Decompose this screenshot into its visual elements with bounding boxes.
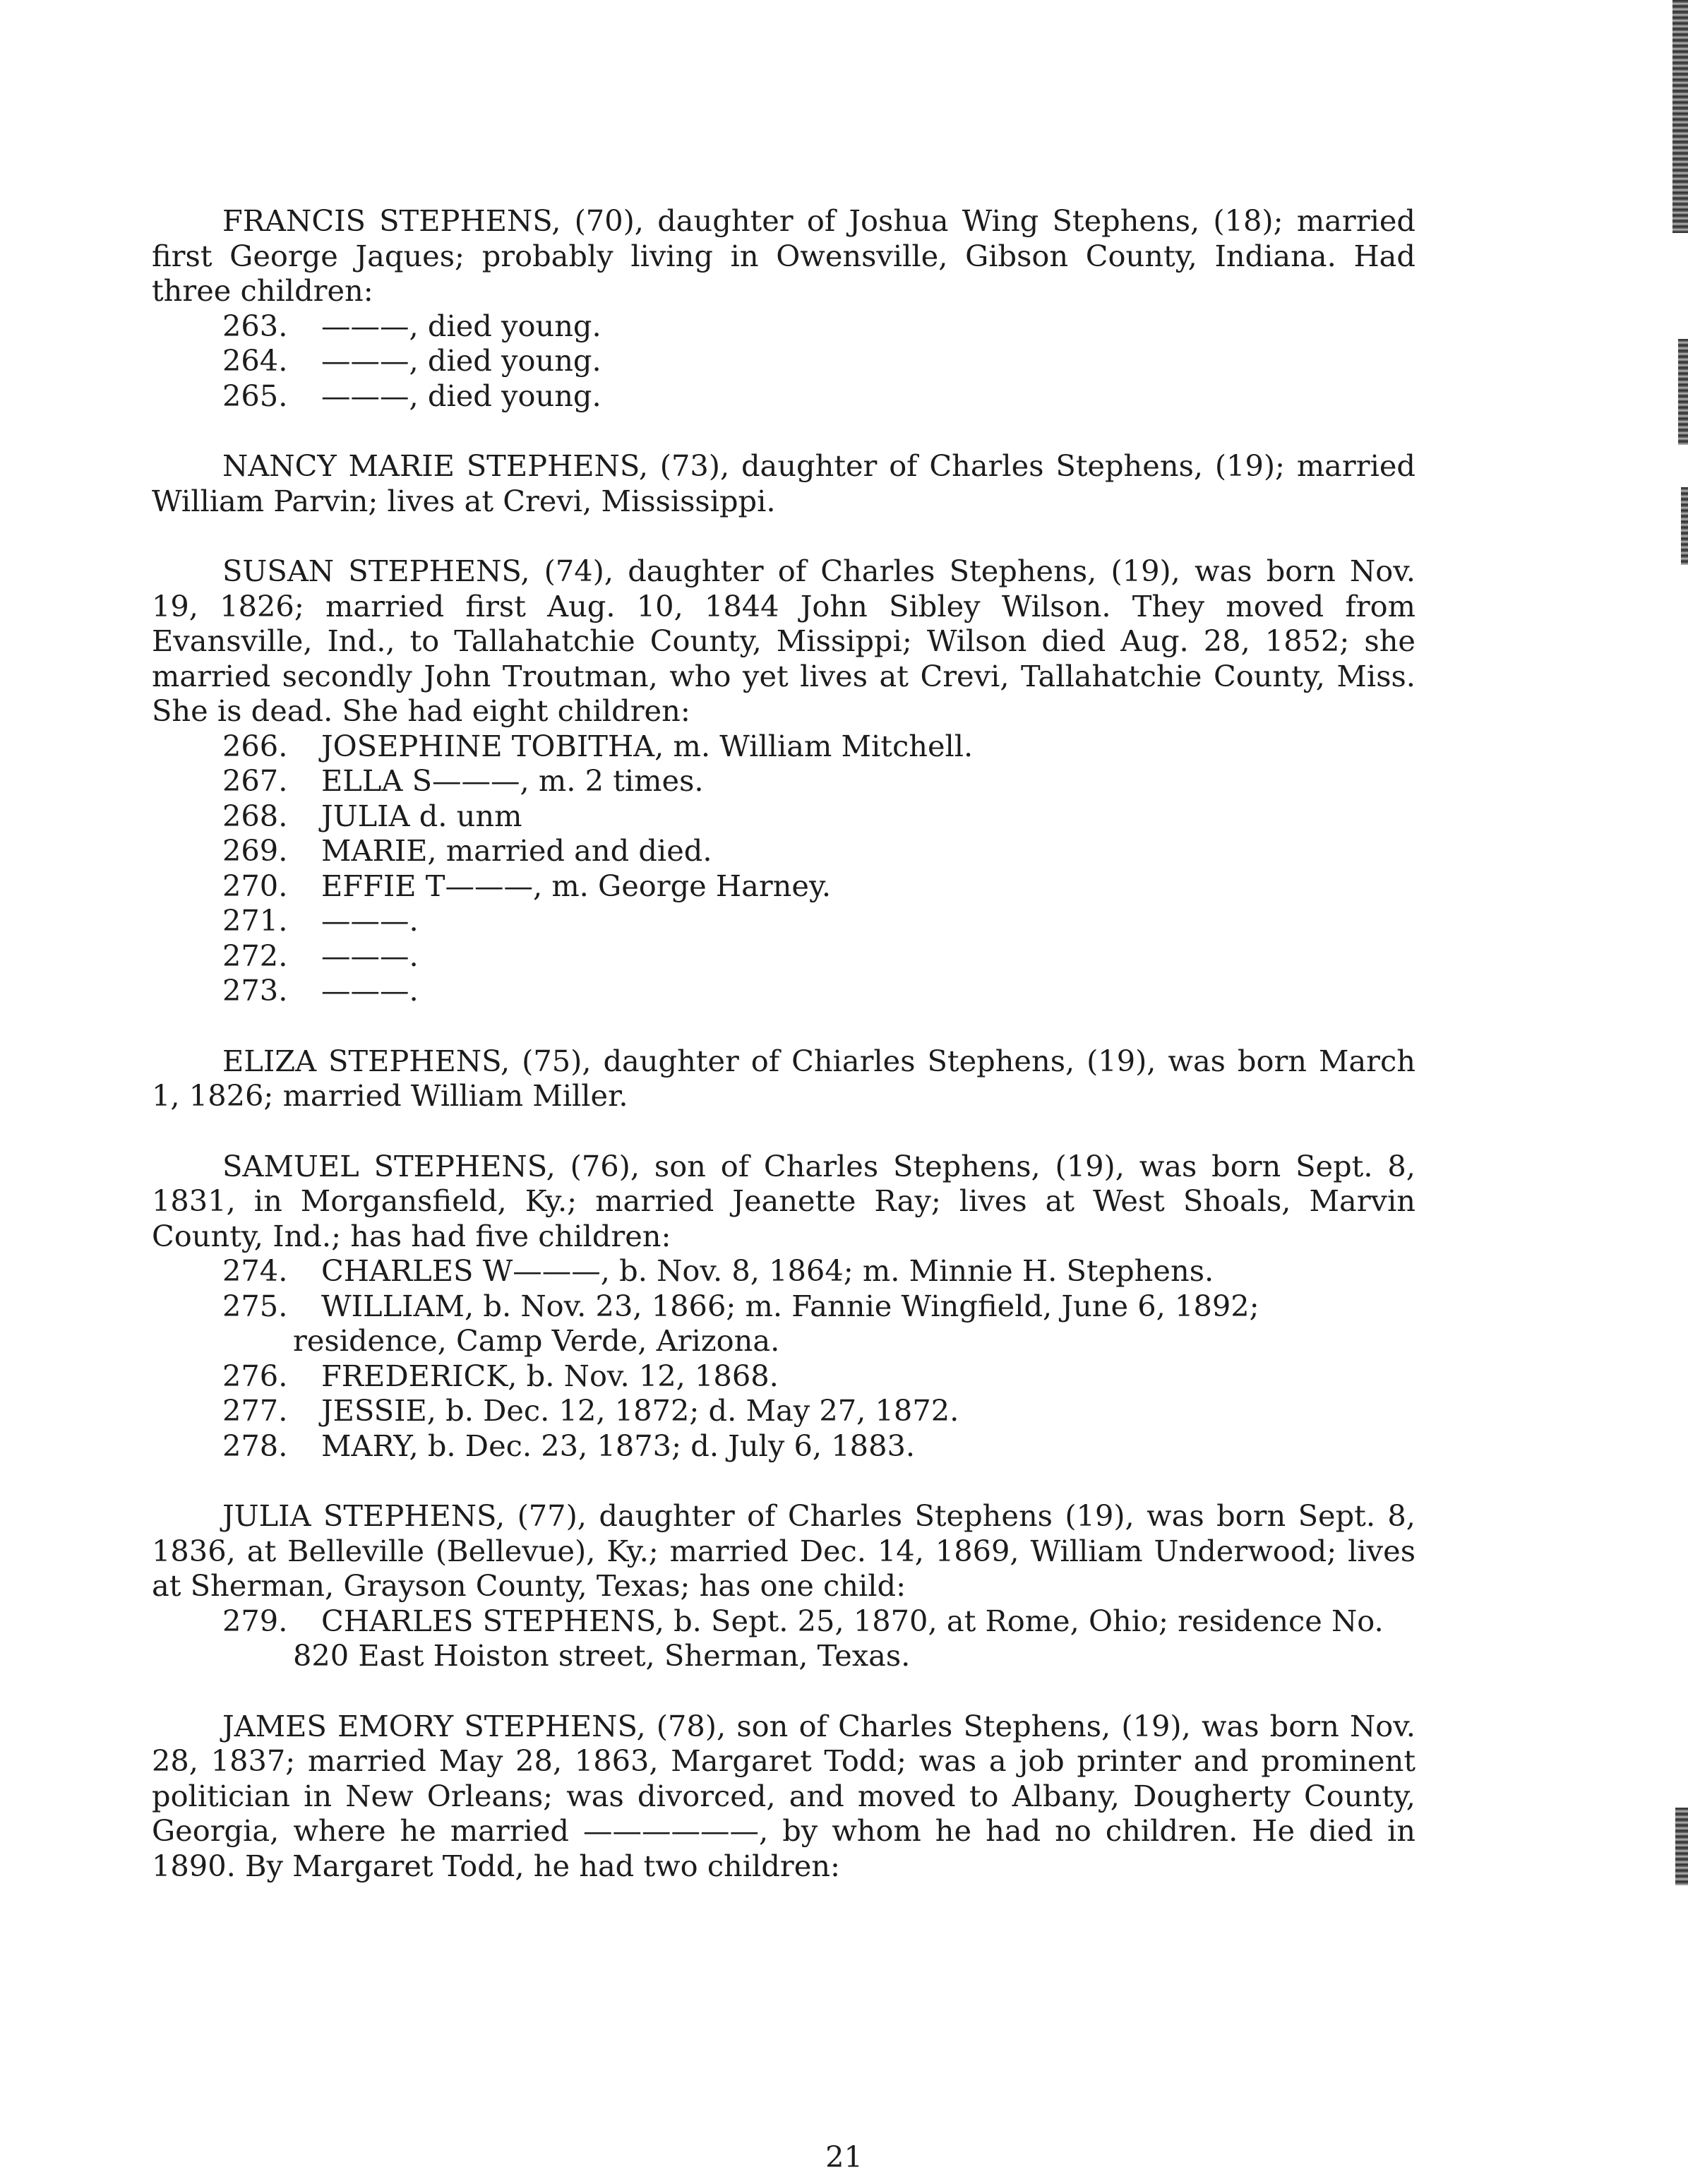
child-entry — [152, 729, 1415, 764]
children-list-susan — [152, 729, 1415, 1008]
scan-edge-mark — [1675, 1808, 1688, 1885]
child-entry — [152, 309, 1415, 344]
child-number: 267. — [222, 763, 288, 798]
paragraph-gap — [152, 1673, 1415, 1709]
child-entry — [152, 1253, 1415, 1289]
child-entry — [152, 973, 1415, 1008]
child-number: 268. — [222, 798, 288, 833]
entry-nancy-marie-stephens: NANCY MARIE STEPHENS, (73), daughter of Charles Stephens, (19); married William Parvin; lives at Crevi, Mississippi. — [152, 448, 1415, 518]
scan-edge-mark — [1678, 339, 1688, 445]
children-list-samuel — [152, 1253, 1415, 1463]
entry-james-emory-stephens: JAMES EMORY STEPHENS, (78), son of Charles Stephens, (19), was born Nov. 28, 1837; married May 28, 1863, Margaret Todd; was a job printer and prominent politician in New Orleans; was divorced, and moved to Albany, Dougherty County, Georgia, where he married ——————, by whom he had no children. He died in 1890. By Margaret Todd, he had two children: — [152, 1708, 1415, 1883]
child-entry — [152, 1289, 1415, 1359]
document-page — [152, 203, 1415, 1883]
child-entry — [152, 763, 1415, 799]
child-entry — [152, 1428, 1415, 1464]
child-text: MARIE, married and died. — [321, 833, 712, 868]
child-entry — [152, 343, 1415, 378]
entry-julia-stephens: JULIA STEPHENS, (77), daughter of Charles Stephens (19), was born Sept. 8, 1836, at Belleville (Bellevue), Ky.; married Dec. 14, 1869, William Underwood; lives at Sherman, Grayson County, Texas; has one child: — [152, 1498, 1415, 1603]
child-text: ———. — [321, 973, 419, 1008]
children-list-julia — [152, 1604, 1415, 1673]
child-number: 278. — [222, 1428, 288, 1463]
child-number: 266. — [222, 728, 288, 763]
child-entry — [152, 799, 1415, 834]
entry-eliza-stephens: ELIZA STEPHENS, (75), daughter of Chiarles Stephens, (19), was born March 1, 1826; married William Miller. — [152, 1043, 1415, 1113]
child-number: 274. — [222, 1253, 288, 1288]
children-list-francis — [152, 309, 1415, 414]
child-text: CHARLES STEPHENS, b. Sept. 25, 1870, at Rome, Ohio; residence No. 820 East Hoiston street, Sherman, Texas. — [293, 1603, 1384, 1673]
child-entry — [152, 1393, 1415, 1428]
child-number: 273. — [222, 973, 288, 1008]
child-text: ELLA S———, m. 2 times. — [321, 763, 704, 798]
child-text: ———, died young. — [321, 308, 601, 343]
child-number: 275. — [222, 1288, 288, 1323]
child-entry — [152, 1359, 1415, 1394]
child-entry — [152, 903, 1415, 938]
child-text: EFFIE T———, m. George Harney. — [321, 868, 832, 903]
child-text: ———. — [321, 938, 419, 973]
child-text: FREDERICK, b. Nov. 12, 1868. — [321, 1358, 779, 1393]
child-text: CHARLES W———, b. Nov. 8, 1864; m. Minnie H. Stephens. — [321, 1253, 1214, 1288]
paragraph-gap — [152, 1008, 1415, 1044]
child-text: JOSEPHINE TOBITHA, m. William Mitchell. — [321, 728, 974, 763]
scan-edge-mark — [1672, 0, 1688, 233]
child-text: JESSIE, b. Dec. 12, 1872; d. May 27, 1872. — [321, 1393, 959, 1428]
child-text: ———, died young. — [321, 378, 601, 413]
entry-susan-stephens: SUSAN STEPHENS, (74), daughter of Charles Stephens, (19), was born Nov. 19, 1826; married first Aug. 10, 1844 John Sibley Wilson. They moved from Evansville, Ind., to Tallahatchie County, Missippi; Wilson died Aug. 28, 1852; she married secondly John Troutman, who yet lives at Crevi, Tallahatchie County, Miss. She is dead. She had eight children: — [152, 554, 1415, 728]
child-entry — [152, 833, 1415, 869]
child-entry — [152, 1604, 1415, 1673]
child-text: ———, died young. — [321, 343, 601, 378]
child-text: JULIA d. unm — [321, 798, 522, 833]
child-number: 269. — [222, 833, 288, 868]
entry-samuel-stephens: SAMUEL STEPHENS, (76), son of Charles Stephens, (19), was born Sept. 8, 1831, in Morgansfield, Ky.; married Jeanette Ray; lives at West Shoals, Marvin County, Ind.; has had five children: — [152, 1148, 1415, 1253]
child-text: ———. — [321, 903, 419, 938]
child-entry — [152, 938, 1415, 974]
child-number: 265. — [222, 378, 288, 413]
child-number: 276. — [222, 1358, 288, 1393]
child-text: MARY, b. Dec. 23, 1873; d. July 6, 1883. — [321, 1428, 916, 1463]
child-number: 277. — [222, 1393, 288, 1428]
child-number: 271. — [222, 903, 288, 938]
child-number: 263. — [222, 308, 288, 343]
paragraph-gap — [152, 1114, 1415, 1149]
scan-edge-mark — [1681, 487, 1688, 565]
child-entry — [152, 378, 1415, 414]
paragraph-gap — [152, 1463, 1415, 1498]
entry-francis-stephens: FRANCIS STEPHENS, (70), daughter of Joshua Wing Stephens, (18); married first George Jaques; probably living in Owensville, Gibson County, Indiana. Had three children: — [152, 203, 1415, 308]
child-number: 272. — [222, 938, 288, 973]
child-text: WILLIAM, b. Nov. 23, 1866; m. Fannie Wingfield, June 6, 1892; residence, Camp Verde, Arizona. — [293, 1288, 1259, 1358]
paragraph-gap — [152, 413, 1415, 448]
child-number: 270. — [222, 868, 288, 903]
child-entry — [152, 869, 1415, 904]
page-number: 21 — [825, 2140, 863, 2174]
child-number: 279. — [222, 1603, 288, 1638]
child-number: 264. — [222, 343, 288, 378]
paragraph-gap — [152, 518, 1415, 554]
